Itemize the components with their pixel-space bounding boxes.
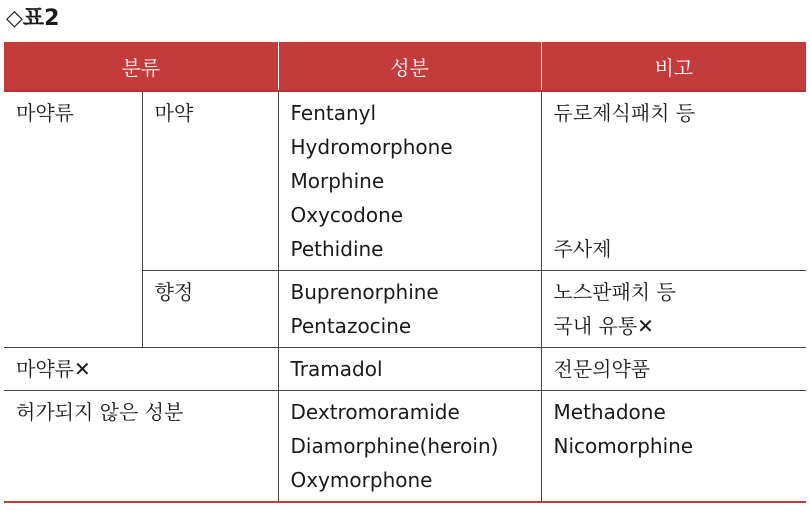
table-title: ◇표2 [6,6,60,31]
header-remarks: 비고 [541,42,806,91]
ingredient-cell [278,391,541,503]
subcategory-cell: 마약 [142,91,278,271]
category-cell: 허가되지 않은 성분 [4,391,278,503]
ingredient-item: Oxycodone [290,203,404,227]
remark-item: Nicomorphine [553,434,694,458]
remark-item: 전문의약품 [553,357,651,381]
ingredient-cell [278,348,541,391]
remark-item: 국내 유통✕ [553,314,654,338]
opioid-classification-table [4,42,806,503]
ingredient-item: Pentazocine [290,314,412,338]
remark-item: 노스판패치 등 [553,280,676,304]
subcategory-cell: 향정 [142,271,278,348]
table-row [4,391,806,503]
ingredient-cell [278,91,541,271]
ingredient-item: Pethidine [290,237,384,261]
header-ingredient: 성분 [278,42,541,91]
ingredient-item: Morphine [290,169,385,193]
ingredient-item: Hydromorphone [290,135,453,159]
category-cell: 마약류✕ [4,348,278,391]
remark-item: 주사제 [553,237,612,261]
table-header-row [4,42,806,91]
remarks-cell [541,391,806,503]
ingredient-item: Oxymorphone [290,468,433,492]
remark-item: 듀로제식패치 등 [553,101,696,125]
header-category: 분류 [4,42,278,91]
table-row [4,91,806,271]
table-row [4,348,806,391]
category-cell: 마약류 [4,91,142,348]
ingredient-item: Dextromoramide [290,400,460,424]
ingredient-item: Diamorphine(heroin) [290,434,499,458]
remarks-cell [541,91,806,271]
remark-item: Methadone [553,400,666,424]
ingredient-cell [278,271,541,348]
remarks-cell [541,348,806,391]
remarks-cell [541,271,806,348]
ingredient-item: Tramadol [290,357,383,381]
ingredient-item: Buprenorphine [290,280,439,304]
ingredient-item: Fentanyl [290,101,377,125]
